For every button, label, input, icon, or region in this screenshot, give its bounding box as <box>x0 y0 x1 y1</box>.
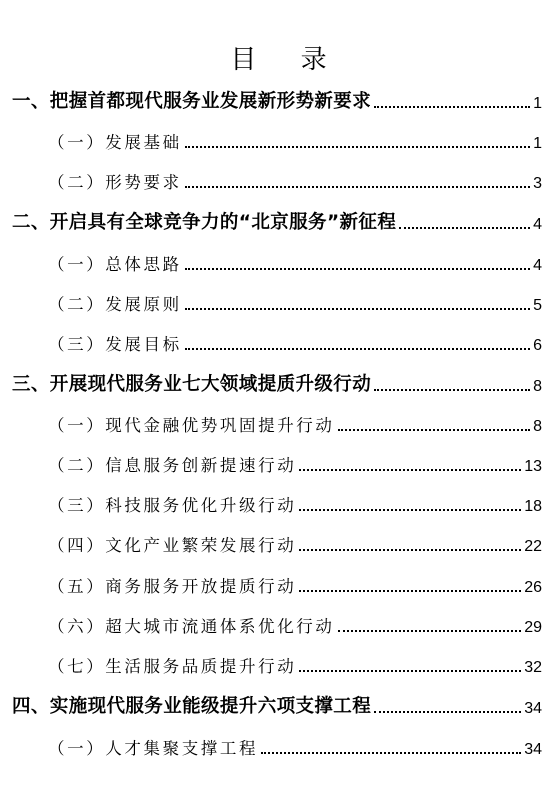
toc-section-entry[interactable] <box>0 651 557 677</box>
toc-page-number: 1 <box>533 135 542 152</box>
toc-entry-label: （二）信息服务创新提速行动 <box>48 456 297 475</box>
toc-chapter-entry[interactable] <box>0 87 557 113</box>
toc-entry-label: （五）商务服务开放提质行动 <box>48 577 297 596</box>
toc-section-entry[interactable] <box>0 167 557 193</box>
toc-page-number: 4 <box>533 216 542 233</box>
toc-page-number: 6 <box>533 337 542 354</box>
toc-dot-leader <box>185 268 530 270</box>
toc-page-number: 13 <box>524 458 542 475</box>
toc-dot-leader <box>299 590 521 592</box>
toc-dot-leader <box>185 186 530 188</box>
toc-dot-leader <box>374 106 530 108</box>
toc-dot-leader <box>374 389 530 391</box>
toc-entry-label: （一）人才集聚支撑工程 <box>48 739 259 758</box>
toc-chapter-entry[interactable] <box>0 208 557 234</box>
toc-page-number: 3 <box>533 175 542 192</box>
toc-dot-leader <box>374 711 521 713</box>
toc-entry-label: （一）发展基础 <box>48 133 182 152</box>
toc-title: 目 录 <box>230 45 345 75</box>
toc-section-entry[interactable] <box>0 450 557 476</box>
toc-entry-label: （二）发展原则 <box>48 295 182 314</box>
toc-entry-label: （七）生活服务品质提升行动 <box>48 657 297 676</box>
toc-entry-label: 二、开启具有全球竞争力的“北京服务”新征程 <box>12 212 397 233</box>
toc-page-number: 18 <box>524 498 542 515</box>
toc-section-entry[interactable] <box>0 530 557 556</box>
toc-dot-leader <box>185 348 530 350</box>
toc-section-entry[interactable] <box>0 329 557 355</box>
toc-chapter-entry[interactable] <box>0 370 557 396</box>
toc-dot-leader <box>338 630 522 632</box>
toc-entry-label: （一）总体思路 <box>48 255 182 274</box>
toc-page-number: 22 <box>524 538 542 555</box>
toc-page-number: 5 <box>533 297 542 314</box>
toc-page-number: 1 <box>533 95 542 112</box>
toc-dot-leader <box>299 670 521 672</box>
toc-section-entry[interactable] <box>0 249 557 275</box>
toc-entry-label: （六）超大城市流通体系优化行动 <box>48 617 335 636</box>
toc-section-entry[interactable] <box>0 410 557 436</box>
toc-section-entry[interactable] <box>0 289 557 315</box>
toc-entry-label: 一、把握首都现代服务业发展新形势新要求 <box>12 91 372 112</box>
toc-entry-label: 四、实施现代服务业能级提升六项支撑工程 <box>12 696 372 717</box>
toc-section-entry[interactable] <box>0 611 557 637</box>
toc-dot-leader <box>185 146 530 148</box>
toc-section-entry[interactable] <box>0 490 557 516</box>
toc-section-entry[interactable] <box>0 571 557 597</box>
toc-dot-leader <box>399 227 530 229</box>
toc-dot-leader <box>299 549 521 551</box>
toc-page-number: 32 <box>524 659 542 676</box>
toc-page-number: 26 <box>524 579 542 596</box>
toc-page-number: 34 <box>524 741 542 758</box>
toc-entry-label: （二）形势要求 <box>48 173 182 192</box>
toc-page-number: 4 <box>533 257 542 274</box>
toc-entry-label: 三、开展现代服务业七大领域提质升级行动 <box>12 374 372 395</box>
toc-dot-leader <box>185 308 530 310</box>
toc-entry-label: （三）科技服务优化升级行动 <box>48 496 297 515</box>
toc-chapter-entry[interactable] <box>0 692 557 718</box>
toc-entry-label: （一）现代金融优势巩固提升行动 <box>48 416 335 435</box>
toc-section-entry[interactable] <box>0 127 557 153</box>
toc-page-number: 34 <box>524 700 542 717</box>
toc-page-number: 29 <box>524 619 542 636</box>
toc-dot-leader <box>261 752 521 754</box>
toc-page-number: 8 <box>533 418 542 435</box>
toc-entry-label: （三）发展目标 <box>48 335 182 354</box>
toc-dot-leader <box>338 429 531 431</box>
toc-page-number: 8 <box>533 378 542 395</box>
toc-dot-leader <box>299 509 521 511</box>
toc-entry-label: （四）文化产业繁荣发展行动 <box>48 536 297 555</box>
toc-section-entry[interactable] <box>0 733 557 759</box>
toc-dot-leader <box>299 469 521 471</box>
